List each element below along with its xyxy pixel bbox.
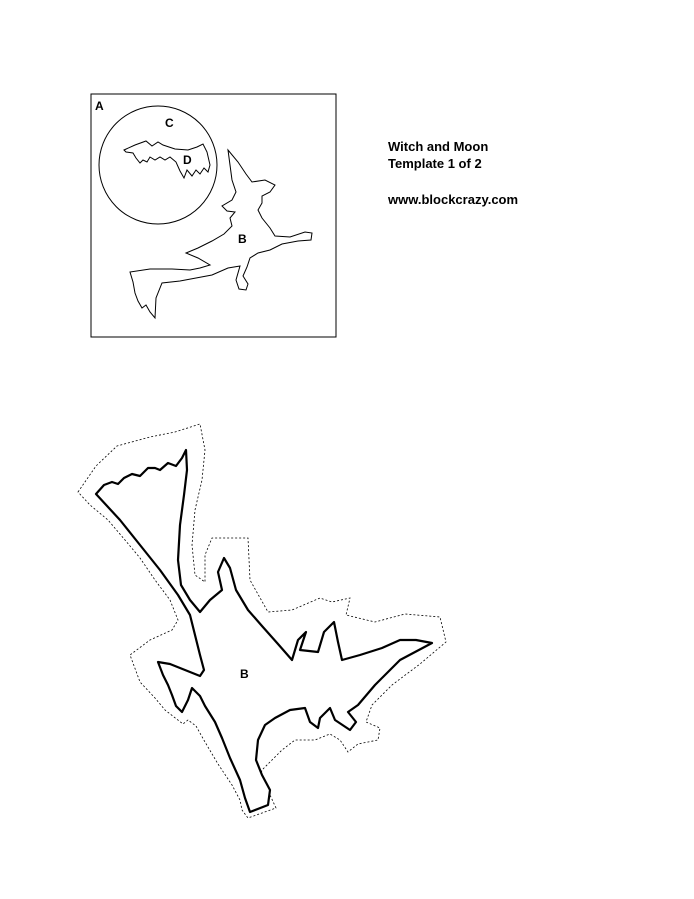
pattern-piece-witch (96, 450, 432, 812)
label-bat-d: D (183, 153, 192, 167)
label-witch-b: B (238, 232, 247, 246)
template-info (388, 138, 518, 208)
website-url: www.blockcrazy.com (388, 192, 519, 207)
label-pattern-b: B (240, 667, 249, 681)
label-moon-c: C (165, 116, 174, 130)
label-block-a: A (95, 99, 104, 113)
template-title: Witch and Moon (388, 139, 489, 154)
template-subtitle: Template 1 of 2 (388, 156, 482, 171)
